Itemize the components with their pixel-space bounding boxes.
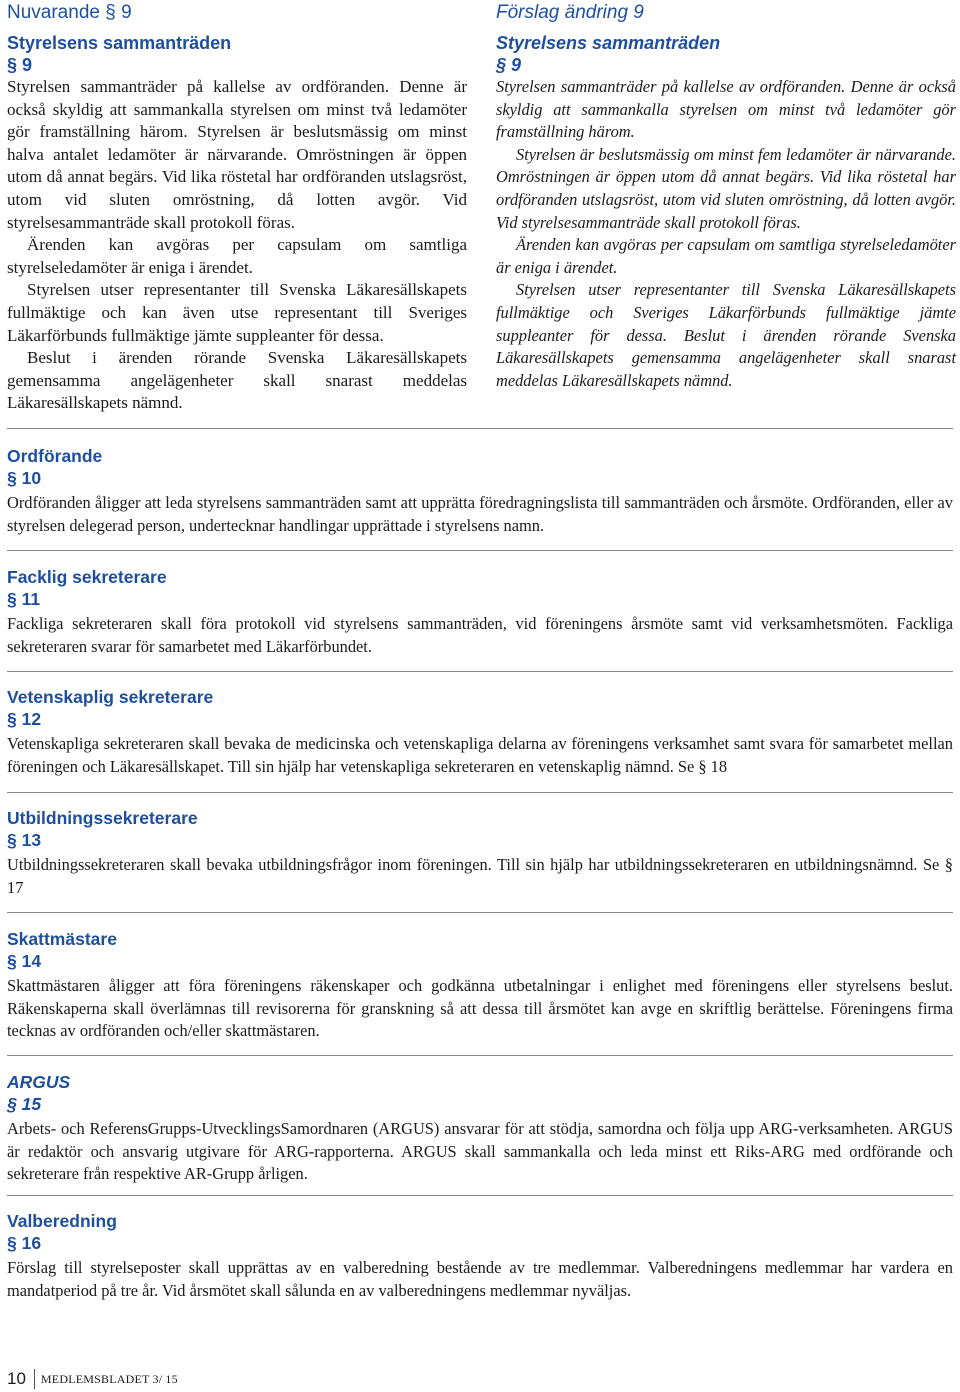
proposed-label: Förslag ändring 9 xyxy=(496,2,644,23)
section-title: Utbildningssekreterare xyxy=(7,808,198,828)
current-column xyxy=(7,0,467,415)
proposed-heading: Styrelsens sammanträden xyxy=(496,33,721,53)
proposed-column xyxy=(496,0,956,392)
section-body: Fackliga sekreteraren skall föra protokoll vid styrelsens sammanträden, vid föreningens årsmöte samt vid verksamhetsmöten. Fackliga sekreteraren svarar för samarbetet med Läkarförbundet. xyxy=(7,614,953,656)
proposed-paragraph-1: Styrelsen sammanträder på kallelse av ordföranden. Denne är också skyldig att sammankalla styrelsen om minst två ledamöter gör framställning härom. xyxy=(496,77,956,142)
section-title: ARGUS xyxy=(7,1072,71,1092)
section-utbildningssekreterare xyxy=(7,807,953,899)
section-number: § 15 xyxy=(7,1094,42,1114)
section-number: § 11 xyxy=(7,589,41,609)
section-number: § 10 xyxy=(7,468,42,488)
section-title: Vetenskaplig sekreterare xyxy=(7,687,214,707)
section-body: Skattmästaren åligger att föra föreningens räkenskaper och godkänna utbetalningar i enlighet med föreningens eller styrelsens beslut. Räkenskaperna skall överlämnas till revisorerna för granskning så att dessa till årsmötet kan avge en skriftlig berättelse. Föreningens firma tecknas av ordföranden och/eller skattmästaren. xyxy=(7,976,953,1041)
divider xyxy=(7,1055,953,1056)
divider xyxy=(7,792,953,793)
section-skattmastare xyxy=(7,928,953,1043)
footer-separator xyxy=(34,1369,35,1389)
section-facklig-sekreterare xyxy=(7,566,953,658)
publication-name: MEDLEMSBLADET 3/ 15 xyxy=(40,1371,178,1386)
section-valberedning xyxy=(7,1210,953,1302)
proposed-paragraph-4: Styrelsen utser representanter till Svenska Läkaresällskapets fullmäktige och Sveriges Läkarförbunds fullmäktige jämte suppleanter för dessa. Beslut i ärenden rörande Svenska Läkaresällskapets gemensamma angelägenheter skall snarast meddelas Läkaresällskapets nämnd. xyxy=(496,280,956,390)
divider xyxy=(7,428,953,429)
section-ordforande xyxy=(7,445,953,537)
current-heading: Styrelsens sammanträden xyxy=(7,33,232,53)
proposed-paragraph-2: Styrelsen är beslutsmässig om minst fem ledamöter är närvarande. Omröstningen är öppen utom då annat begärs. Vid lika röstetal har ordföranden utslagsröst, utom vid sluten omröstning, då lotten avgör. Vid styrelsesammanträde skall protokoll föras. xyxy=(496,144,956,232)
section-title: Valberedning xyxy=(7,1211,117,1231)
section-number: § 16 xyxy=(7,1233,42,1253)
section-title: Ordförande xyxy=(7,446,103,466)
section-body: Arbets- och ReferensGrupps-UtvecklingsSamordnaren (ARGUS) ansvarar för att stödja, samordna och följa upp ARG-verksamheten. ARGUS är redaktör och ansvarig utgivare för ARG-rapporterna. ARGUS skall sammankalla och leda minst ett Riks-ARG med ordförande och sekreterare från respektive AR-Grupp årligen. xyxy=(7,1119,953,1184)
section-title: Skattmästare xyxy=(7,929,117,949)
current-paragraph-2: Ärenden kan avgöras per capsulam om samtliga styrelseledamöter är eniga i ärendet. xyxy=(7,235,467,277)
section-body: Vetenskapliga sekreteraren skall bevaka de medicinska och vetenskapliga delarna av föreningens verksamhet samt svara för samarbetet mellan föreningen och Läkaresällskapet. Till sin hjälp har vetenskapliga sekreteraren en vetenskaplig nämnd. Se § 18 xyxy=(7,734,953,776)
proposed-number: § 9 xyxy=(496,55,522,75)
section-number: § 13 xyxy=(7,830,42,850)
divider xyxy=(7,1195,953,1196)
section-number: § 12 xyxy=(7,709,42,729)
current-number: § 9 xyxy=(7,55,33,75)
proposed-paragraph-3: Ärenden kan avgöras per capsulam om samtliga styrelseledamöter är eniga i ärendet. xyxy=(496,235,956,277)
section-number: § 14 xyxy=(7,951,42,971)
section-body: Ordföranden åligger att leda styrelsens sammanträden samt att upprätta föredragningslista till sammanträden och årsmöte. Ordföranden, eller av styrelsen delegerad person, undertecknar handlingar upprättade i styrelsens namn. xyxy=(7,493,953,535)
section-argus xyxy=(7,1071,953,1186)
section-title: Facklig sekreterare xyxy=(7,567,167,587)
divider xyxy=(7,671,953,672)
section-vetenskaplig-sekreterare xyxy=(7,686,953,778)
page-number: 10 xyxy=(7,1369,26,1388)
current-label: Nuvarande § 9 xyxy=(7,2,132,23)
current-paragraph-3: Styrelsen utser representanter till Svenska Läkaresällskapets fullmäktige och kan även utse representant till Sveriges Läkarförbunds fullmäktige jämte suppleanter för dessa. xyxy=(7,280,467,345)
section-body: Utbildningssekreteraren skall bevaka utbildningsfrågor inom föreningen. Till sin hjälp har utbildningssekreteraren en utbildningsnämnd. Se § 17 xyxy=(7,855,953,897)
current-paragraph-4: Beslut i ärenden rörande Svenska Läkaresällskapets gemensamma angelägenheter skall snarast meddelas Läkaresällskapets nämnd. xyxy=(7,348,467,413)
section-body: Förslag till styrelseposter skall upprättas av en valberedning bestående av tre medlemmar. Valberedningens medlemmar har vardera en mandatperiod på tre år. Vid årsmötet skall sålunda en av valberedningens medlemmar nyväljas. xyxy=(7,1258,953,1300)
divider xyxy=(7,912,953,913)
divider xyxy=(7,550,953,551)
current-paragraph-1: Styrelsen sammanträder på kallelse av ordföranden. Denne är också skyldig att sammankalla styrelsen om minst två ledamöter gör framställning härom. Styrelsen är beslutsmässig om minst halva antalet ledamöter är närvarande. Omröstningen är öppen utom då annat begärs. Vid lika röstetal har ordföranden utslagsröst, utom vid sluten omröstning, då lotten avgör. Vid styrelsesammanträde skall protokoll föras. xyxy=(7,77,467,232)
page-footer xyxy=(7,1368,178,1390)
